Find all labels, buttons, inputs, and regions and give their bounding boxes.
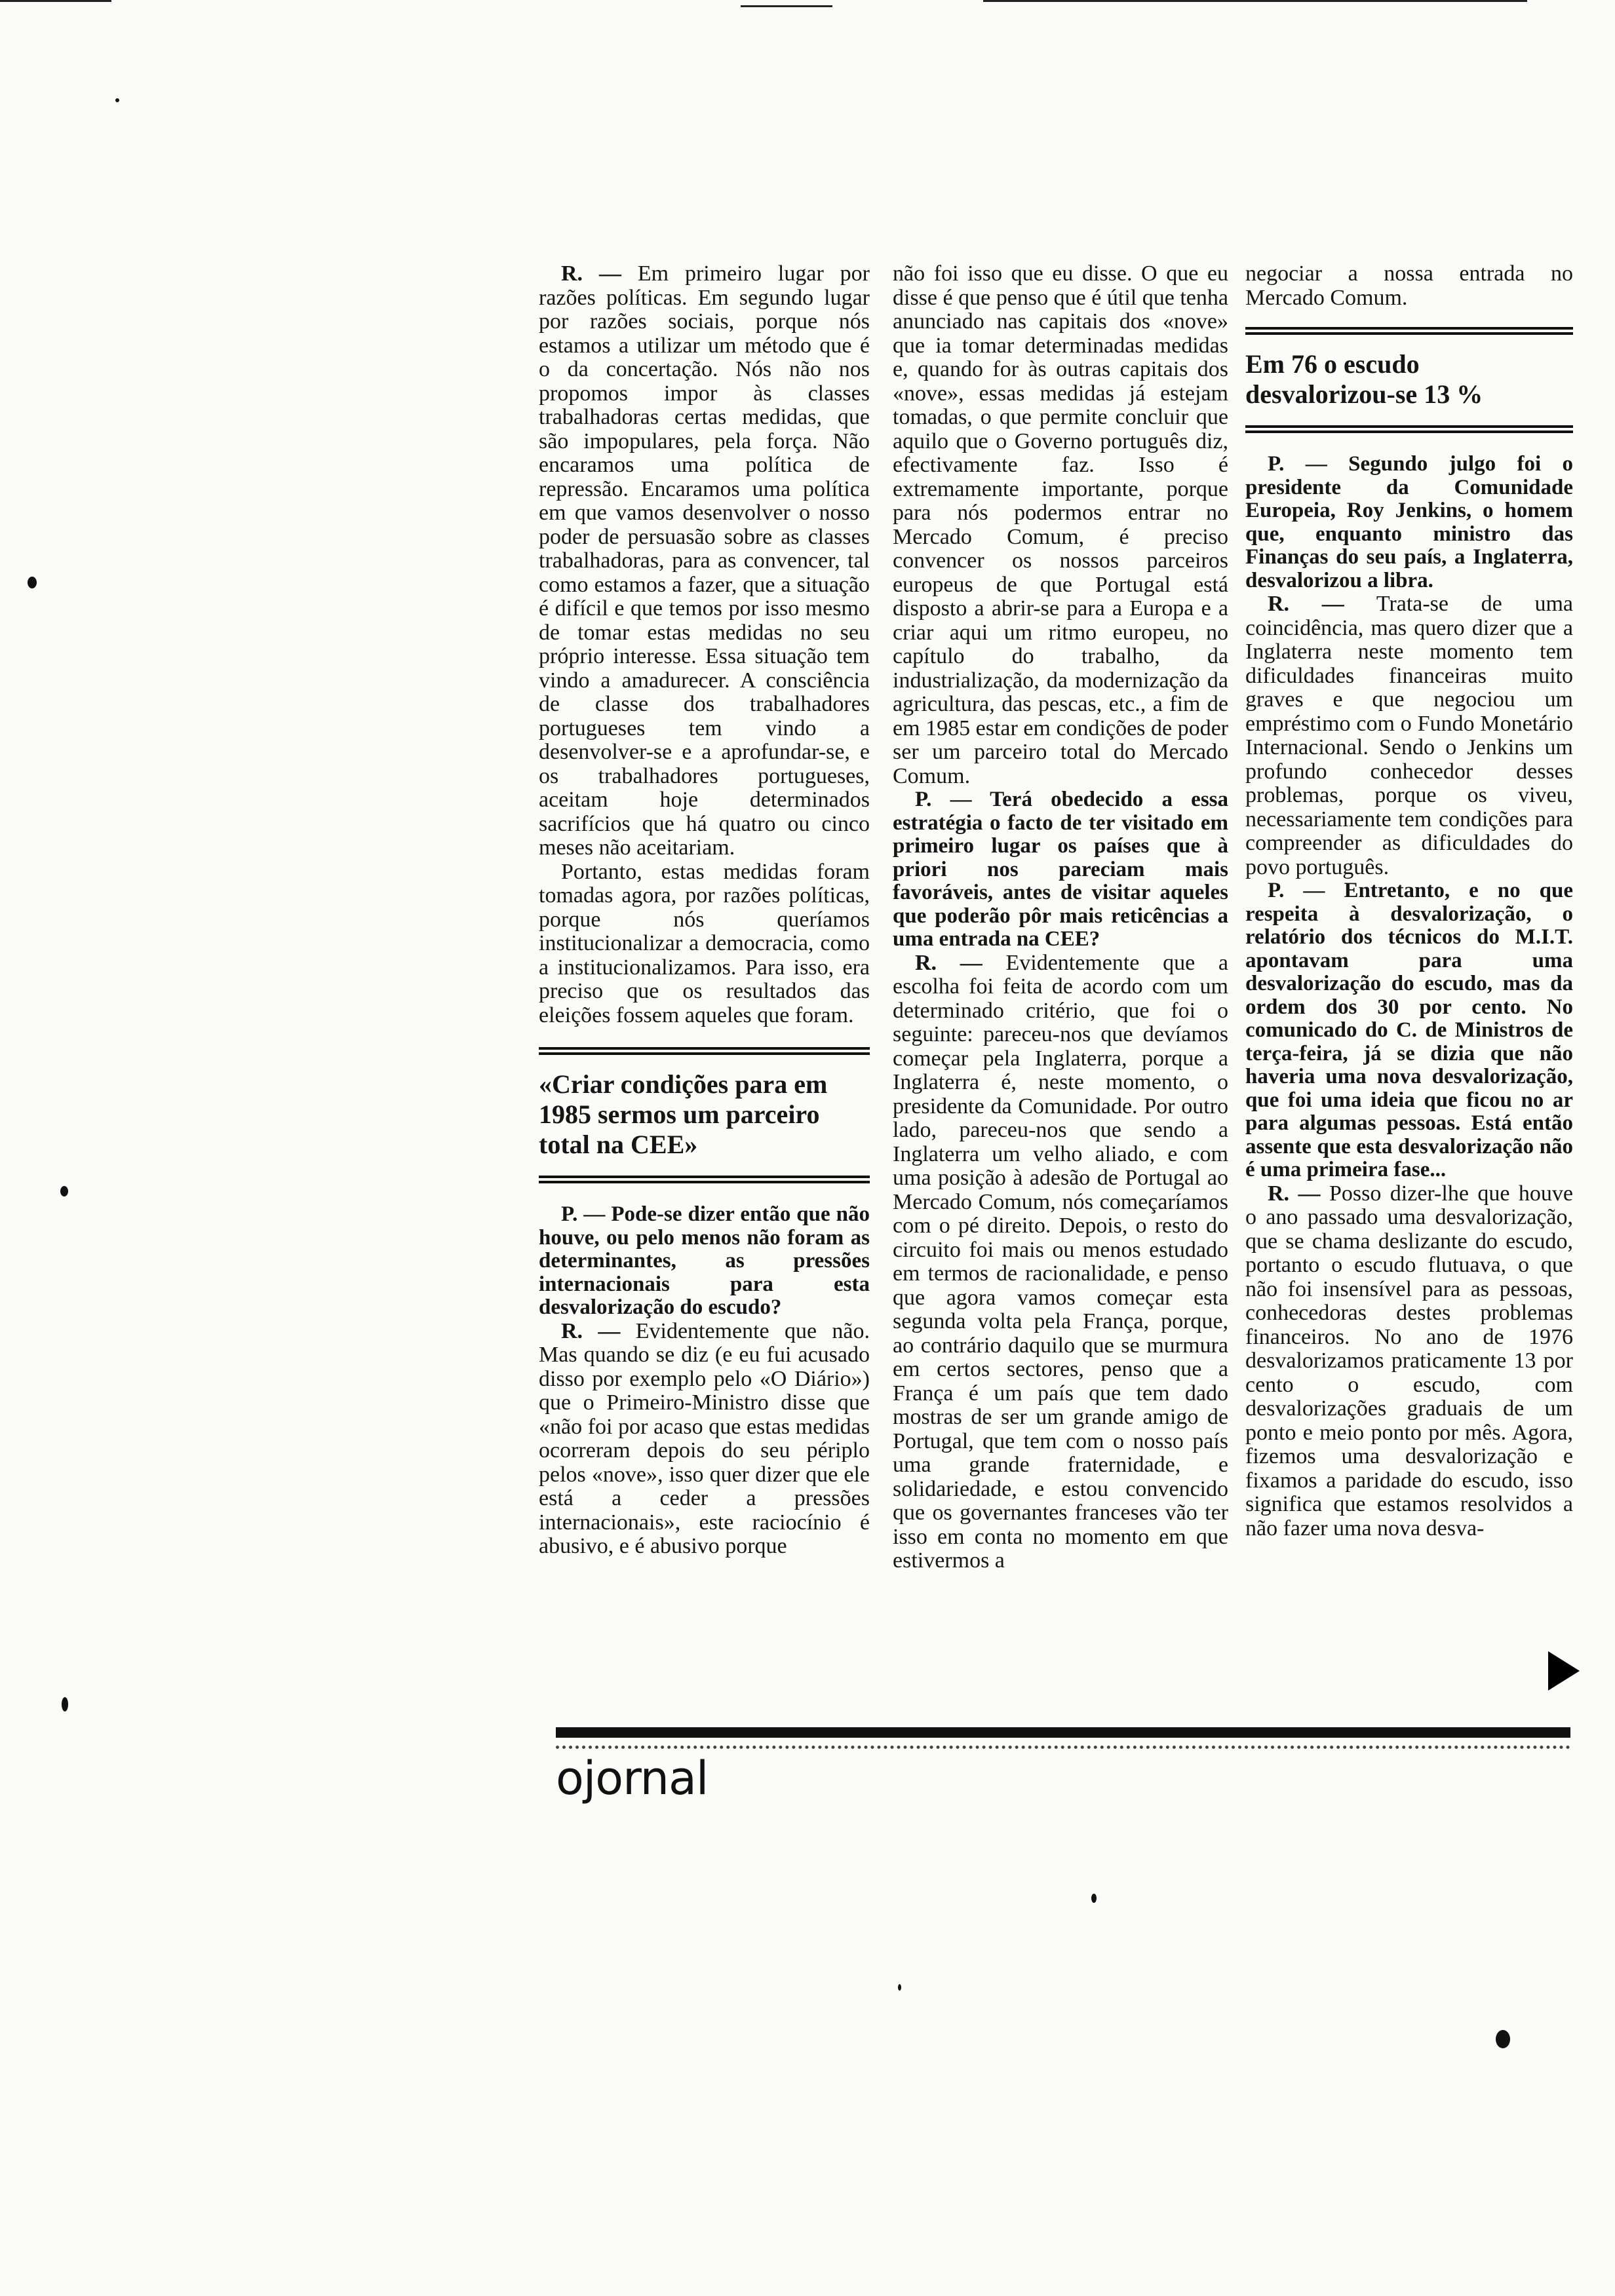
answer-text: Posso dizer-lhe que houve o ano passado uma desvalorização, que se chama deslizante do escudo, portanto o escudo flutuava, o que não foi insensível para as pessoas, conhecedoras destes problemas financeiros. No ano de 1976 desvalorizamos praticamente 13 por cento o escudo, com desvalorizações graduais de um ponto e meio ponto por mês. Agora, fizemos uma desvalorização e fixamos a paridade do escudo, isso significa que estamos resolvidos a não fazer uma nova desva- [1245, 1181, 1574, 1540]
question-marker: P. — [1268, 879, 1325, 902]
answer-marker: R. — [561, 1318, 621, 1343]
footer-rule [556, 1727, 1570, 1738]
answer-text: Trata-se de uma coincidência, mas quero dizer que a Inglaterra neste momento tem dificuldades financeiras muito graves e que negociou um empréstimo com o Fundo Monetário Internacional. Sendo o Jenkins um profundo conhecedor desses problemas, porque os viveu, necessariamente tem condições para compreender as dificuldades do povo português. [1245, 592, 1573, 879]
newspaper-logo: ojornal [556, 1751, 709, 1805]
article-column-3 [1245, 262, 1573, 1540]
paragraph: negociar a nossa entrada no Mercado Comum. [1245, 261, 1573, 310]
article-column-2 [893, 262, 1228, 1573]
top-rule-left [0, 0, 111, 2]
scan-speck [60, 1186, 68, 1196]
answer-marker: R. — [1268, 1181, 1321, 1206]
section-heading-box [539, 1047, 870, 1183]
scan-speck [1496, 2030, 1510, 2048]
answer-text: Evidentemente que a escolha foi feita de acordo com um determinado critério, que foi o seguinte: pareceu-nos que devíamos começar pela Inglaterra, porque a Inglaterra é, neste momento, o presidente da Comunidade. Por outro lado, pareceu-nos que sendo a Inglaterra um velho aliado, e com uma posição à adesão de Portugal ao Mercado Comum, nós começaríamos com o pé direito. Depois, o resto do circuito foi mais ou menos estudado em termos de racionalidade, e penso que agora vamos começar esta segunda volta pela França, porque, ao contrário daquilo que se murmura em certos sectores, penso que a França é um país que tem dado mostras de ser um grande amigo de Portugal, que tem com o nosso país uma grande fraternidade, e solidariedade, e estou convencido que os governantes franceses vão ter isso em conta no momento em que estivermos a [893, 950, 1228, 1573]
section-heading: Em 76 o escudo desvalorizou-se 13 % [1245, 349, 1483, 409]
question-text: Entretanto, e no que respeita à desvalorização, o relatório dos técnicos do M.I.T. apontavam para uma desvalorização do escudo, mas da ordem dos 30 por cento. No comunicado do C. de Ministros de terça-feira, já se dizia que não haveria uma nova desvalorização, que foi uma ideia que ficou no ar para algumas pessoas. Está então assente que esta desvalorização não é uma primeira fase... [1245, 879, 1573, 1181]
top-rule-right [983, 0, 1527, 2]
scan-speck [28, 577, 37, 588]
section-heading-box [1245, 327, 1573, 433]
scan-speck [1091, 1894, 1097, 1903]
answer-marker: R. — [915, 950, 983, 975]
scan-speck [115, 98, 119, 102]
answer-text: Evidentemente que não. Mas quando se diz (e eu fui acusado disso por exemplo pelo «O Diário») que o Primeiro-Ministro disse que «não foi por acaso que estas medidas ocorreram depois do seu périplo pelos «nove», isso quer dizer que ele está a ceder a pressões internacionais», este raciocínio é abusivo, e é abusivo porque [539, 1318, 870, 1558]
question-text: Terá obedecido a essa estratégia o facto de ter visitado em primeiro lugar os países que à priori nos pareciam mais favoráveis, antes de visitar aqueles que poderão pôr mais reticências a uma entrada na CEE? [893, 788, 1229, 951]
article-column-1 [539, 262, 870, 1559]
question-text: Segundo julgo foi o presidente da Comunidade Europeia, Roy Jenkins, o homem que, enquanto ministro das Finanças do seu país, a Inglaterra, desvalorizou a libra. [1245, 452, 1573, 592]
paragraph: Portanto, estas medidas foram tomadas agora, por razões políticas, porque nós queríamos institucionalizar a democracia, como a institucionalizamos. Para isso, era preciso que os resultados das eleições fossem aqueles que foram. [539, 859, 870, 1027]
question-marker: P. — [1268, 452, 1327, 476]
answer-text: Em primeiro lugar por razões políticas. Em segundo lugar por razões sociais, porque nós estamos a utilizar um método que é o da concertação. Nós não nos propomos impor às classes trabalhadoras certas medidas, que são impopulares, pela força. Não encaramos uma política de repressão. Encaramos uma política em que vamos desenvolver o nosso poder de persuasão sobre as classes trabalhadoras, para as convencer, tal como estamos a fazer, que a situação é difícil e que temos por isso mesmo de tomar estas medidas no seu próprio interesse. Essa situação tem vindo a amadurecer. A consciência de classe dos trabalhadores portugueses tem vindo a desenvolver-se e a aprofundar-se, e os trabalhadores portugueses, aceitam hoje determinados sacrifícios que há quatro ou cinco meses não aceitariam. [539, 261, 870, 860]
question-marker: P. — [561, 1202, 606, 1226]
paragraph: não foi isso que eu disse. O que eu disse é que penso que é útil que tenha anunciado nas capitais dos «nove» que ia tomar determinadas medidas e, quando for às outras capitais dos «nove», essas medidas já estejam tomadas, o que permite concluir que aquilo que o Governo português diz, efectivamente faz. Isso é extremamente importante, porque para nós podermos entrar no Mercado Comum, é preciso convencer os nossos parceiros europeus de que Portugal está disposto a abrir-se para a Europa e a criar aqui um ritmo europeu, no capítulo do trabalho, da industrialização, da modernização da agricultura, das pescas, etc., a fim de em 1985 estar em condições de poder ser um parceiro total do Mercado Comum. [893, 261, 1228, 788]
top-rule-center [741, 5, 832, 7]
scan-speck [62, 1697, 68, 1712]
scan-speck [898, 1984, 901, 1991]
answer-marker: R. — [561, 261, 621, 286]
answer-marker: R. — [1268, 592, 1344, 616]
question-text: Pode-se dizer então que não houve, ou pelo menos não foram as determinantes, as pressões internacionais para esta desvalorização do escudo? [539, 1202, 870, 1319]
arrow-right-triangle-icon [1548, 1651, 1580, 1691]
question-marker: P. — [915, 788, 972, 811]
section-heading: «Criar condições para em 1985 sermos um parceiro total na CEE» [539, 1069, 828, 1159]
